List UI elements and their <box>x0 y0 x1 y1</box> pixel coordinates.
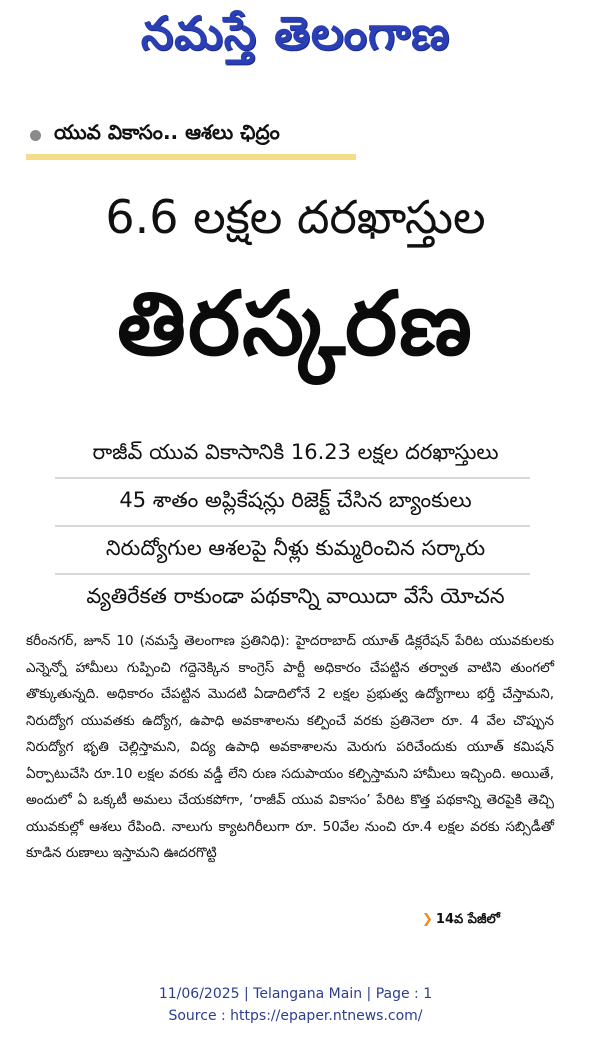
divider <box>55 477 530 479</box>
footer-source: Source : https://epaper.ntnews.com/ <box>168 1008 423 1024</box>
subhead-2: 45 శాతం అప్లికేషన్లు రిజెక్ట్ చేసిన బ్యాంకులు <box>119 488 472 512</box>
bullet-icon <box>30 130 41 141</box>
kicker-underline <box>26 154 356 160</box>
kicker <box>26 120 356 162</box>
chevron-right-icon: ❯ <box>422 912 433 927</box>
article-body <box>26 628 554 867</box>
subhead-4: వ్యతిరేకత రాకుండా పథకాన్ని వాయిదా వేసే యోచన <box>86 584 505 608</box>
subhead-1: రాజీవ్ యువ వికాసానికి 16.23 లక్షల దరఖాస్తులు <box>92 440 499 464</box>
kicker-text: యువ వికాసం.. ఆశలు ఛిద్రం <box>54 120 280 144</box>
subhead-3: నిరుద్యోగుల ఆశలపై నీళ్లు కుమ్మరించిన సర్కారు <box>105 536 486 560</box>
continued-on-page <box>422 912 500 930</box>
continued-label: 14వ పేజీలో <box>435 912 500 927</box>
article-paragraph: కరీంనగర్, జూన్ 10 (నమస్తే తెలంగాణ ప్రతినిధి): హైదరాబాద్ యూత్ డిక్లరేషన్ పేరిట యువకులకు ఎన్నెన్నో హామీలు గుప్పించి గద్దెనెక్కిన కాంగ్రెస్ పార్టీ అధికారం చేపట్టిన తర్వాత వాటిని తుంగలో తొక్కుతున్నది. అధికారం చేపట్టిన మొదటి ఏడాదిలోనే 2 లక్షల ప్రభుత్వ ఉద్యోగాలు భర్తీ చేస్తామని, నిరుద్యోగ యువతకు ఉద్యోగ, ఉపాధి అవకాశాలను కల్పించే వరకు ప్రతినెలా రూ. 4 వేల చొప్పున నిరుద్యోగ భృతి చెల్లిస్తామని, విద్య ఉపాధి అవకాశాలను మెరుగు పరిచేందుకు యూత్ కమిషన్ ఏర్పాటుచేసి రూ.10 లక్షల వరకు వడ్డీ లేని రుణ సదుపాయం కల్పిస్తామని హామీలు ఇచ్చింది. అయితే, అందులో ఏ ఒక్కటీ అమలు చేయకపోగా, ‘రాజీవ్ యువ వికాసం’ పేరిట కొత్త పథకాన్ని తెరపైకి తెచ్చి యువకుల్లో ఆశలు రేపింది. నాలుగు క్యాటగిరీలుగా రూ. 50వేల నుంచి రూ.4 లక్షల వరకు సబ్సిడీతో కూడిన రుణాలు ఇస్తామని ఊదరగొట్టి <box>26 633 554 861</box>
footer-edition-info: 11/06/2025 | Telangana Main | Page : 1 <box>158 986 433 1002</box>
masthead-logo: నమస్తే తెలంగాణ <box>140 6 451 60</box>
divider <box>55 525 530 527</box>
divider <box>55 573 530 575</box>
headline-line-1: 6.6 లక్షల దరఖాస్తుల <box>105 190 486 244</box>
headline-line-2: తిరస్కరణ <box>117 272 474 375</box>
